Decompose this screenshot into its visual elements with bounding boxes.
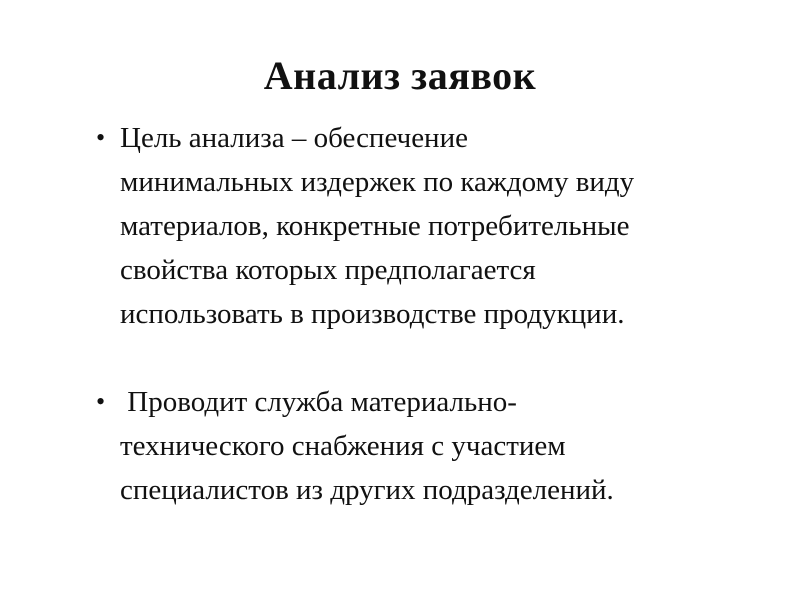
bullet-line: технического снабжения с участием (120, 430, 566, 462)
bullet-marker: • (96, 123, 106, 152)
slide-title: Анализ заявок (263, 53, 537, 98)
bullet-item-responsible (96, 380, 756, 512)
bullet-line: Цель анализа – обеспечение (120, 122, 468, 154)
bullet-line: минимальных издержек по каждому виду (120, 166, 635, 198)
bullet-item-goal (96, 116, 756, 336)
bullet-line: материалов, конкретные потребительные (120, 210, 630, 242)
bullet-line: свойства которых предполагается (120, 254, 536, 286)
bullet-marker: • (96, 387, 106, 416)
bullet-list (96, 116, 756, 512)
bullet-line: специалистов из других подразделений. (120, 474, 614, 506)
bullet-line: Проводит служба материально- (120, 386, 517, 418)
bullet-line: использовать в производстве продукции. (120, 298, 625, 330)
